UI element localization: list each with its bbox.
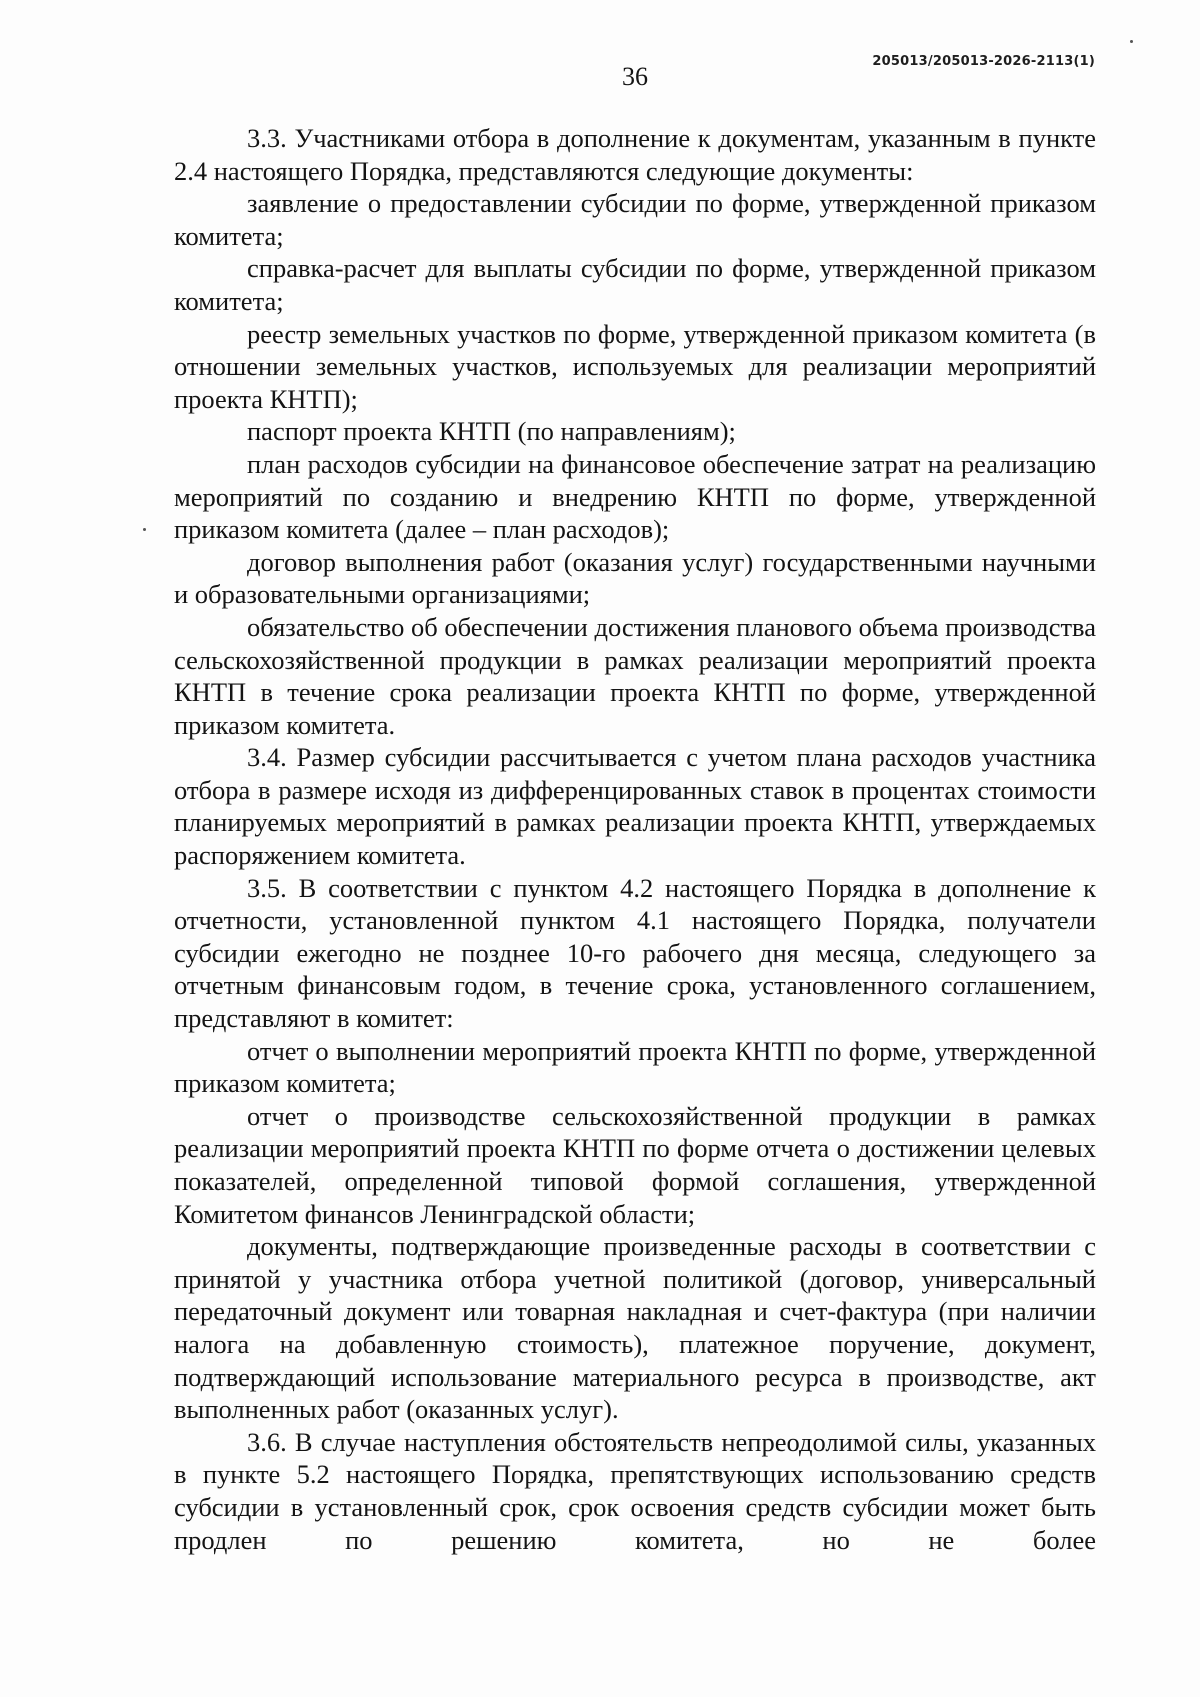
scan-speck: [1130, 40, 1133, 43]
list-item-project-passport: паспорт проекта КНТП (по направлениям);: [247, 416, 736, 447]
list-item-land-register: реестр земельных участков по форме, утвержденной приказом комитета (в отношении земельных участков, используемых для реализации мероприятий проекта КНТП);: [174, 318, 1096, 414]
list-item-expense-plan: план расходов субсидии на финансовое обеспечение затрат на реализацию мероприятий по созданию и внедрению КНТП по форме, утвержденной приказом комитета (далее – план расходов);: [174, 448, 1096, 545]
document-registration-code: 205013/205013-2026-2113(1): [872, 54, 1095, 69]
paragraph-3-3: 3.3. Участниками отбора в дополнение к документам, указанным в пункте 2.4 настоящего Порядка, представляются следующие документы:: [174, 123, 1096, 186]
paragraph-3-5: 3.5. В соответствии с пунктом 4.2 настоящего Порядка в дополнение к отчетности, установленной пунктом 4.1 настоящего Порядка, получатели субсидии ежегодно не позднее 10-го рабочего дня месяца, следующего за отчетным финансовым годом, в течение срока, установленного соглашением, представляют в комитет:: [174, 872, 1096, 1034]
list-item-expense-documents: документы, подтверждающие произведенные расходы в соответствии с принятой у участника отбора учетной политикой (договор, универсальный передаточный документ или товарная накладная и счет-фактура (при наличии налога на добавленную стоимость), платежное поручение, документ, подтверждающий использование материального ресурса в производстве, акт выполненных работ (оказанных услуг).: [174, 1231, 1096, 1425]
list-item-application: заявление о предоставлении субсидии по форме, утвержденной приказом комитета;: [174, 188, 1096, 251]
list-item-calculation: справка-расчет для выплаты субсидии по форме, утвержденной приказом комитета;: [174, 253, 1096, 316]
page-number: 36: [622, 62, 648, 91]
list-item-service-contract: договор выполнения работ (оказания услуг) государственными научными и образовательными организациями;: [174, 546, 1096, 610]
paragraph-3-4: 3.4. Размер субсидии рассчитывается с учетом плана расходов участника отбора в размере исходя из дифференцированных ставок в процентах стоимости планируемых мероприятий в рамках реализации проекта КНТП, утверждаемых распоряжением комитета.: [174, 742, 1096, 871]
list-item-production-report: отчет о производстве сельскохозяйственной продукции в рамках реализации мероприятий проекта КНТП по форме отчета о достижении целевых показателей, определенной типовой формой соглашения, утвержденной Комитетом финансов Ленинградской области;: [174, 1100, 1096, 1229]
list-item-production-obligation: обязательство об обеспечении достижения планового объема производства сельскохозяйственной продукции в рамках реализации мероприятий проекта КНТП в течение срока реализации проекта КНТП по форме, утвержденной приказом комитета.: [174, 611, 1096, 740]
paragraph-3-6: 3.6. В случае наступления обстоятельств непреодолимой силы, указанных в пункте 5.2 настоящего Порядка, препятствующих использованию средств субсидии в установленный срок, срок освоения средств субсидии может быть продлен по решению комитета, но не более: [174, 1426, 1096, 1555]
scan-speck: [143, 528, 146, 531]
list-item-activities-report: отчет о выполнении мероприятий проекта КНТП по форме, утвержденной приказом комитета;: [174, 1035, 1096, 1099]
document-body: [174, 122, 1096, 1556]
